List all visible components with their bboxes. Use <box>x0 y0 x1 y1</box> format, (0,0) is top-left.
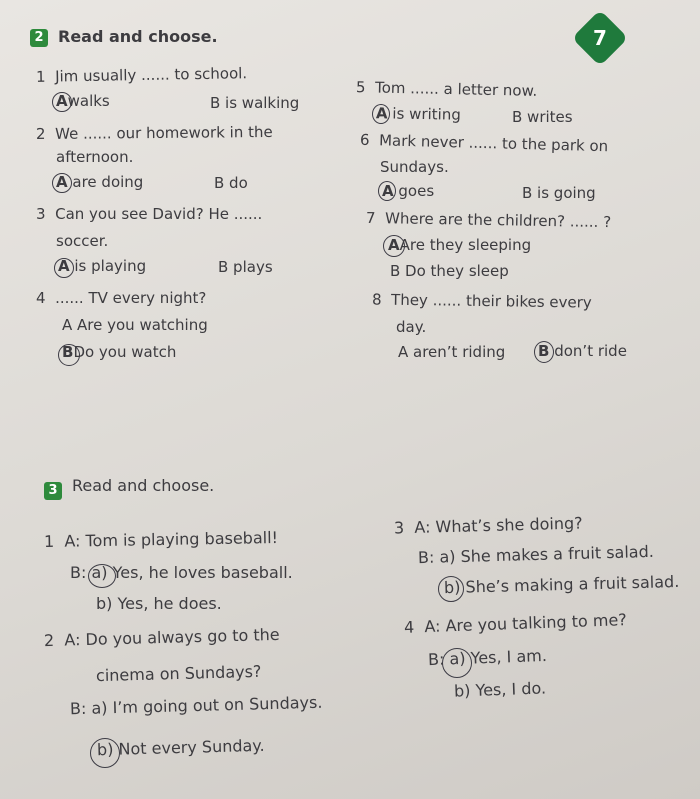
s2-item-6-question-cont: Sundays. <box>380 158 449 176</box>
s3-item-1-line-a: 1 A: Tom is playing baseball! <box>43 527 279 552</box>
s3-item-3-line-a: 3 A: What’s she doing? <box>393 513 583 538</box>
s2-item-2-question: 2 We ...... our homework in the <box>35 122 273 144</box>
s2-item-5-question: 5 Tom ...... a letter now. <box>355 78 538 100</box>
s2-item-6-option-b[interactable]: B is going <box>522 184 596 202</box>
s2-item-5-option-b[interactable]: B writes <box>512 108 573 126</box>
section-3-title: Read and choose. <box>72 476 215 495</box>
s3-item-1-option-b[interactable]: b) Yes, he does. <box>96 594 222 613</box>
s2-item-3-question: 3 Can you see David? He ...... <box>36 205 263 223</box>
s3-item-3-option-a[interactable]: B: a) She makes a fruit salad. <box>417 541 655 568</box>
s2-item-1-option-b[interactable]: B is walking <box>210 94 300 112</box>
s2-item-8-question: 8 They ...... their bikes every <box>371 290 592 312</box>
s3-item-1-line-b[interactable]: B: a) Yes, he loves baseball. <box>70 563 293 582</box>
s2-item-3-question-cont: soccer. <box>56 232 109 250</box>
s2-item-1-option-a[interactable]: Awalks <box>56 92 110 110</box>
s3-item-2-line-a-cont: cinema on Sundays? <box>95 661 262 686</box>
s3-item-3-option-b[interactable]: b) She’s making a fruit salad. <box>443 571 680 598</box>
s2-item-1-question: 1 Jim usually ...... to school. <box>35 64 248 86</box>
s2-item-8-option-a[interactable]: A aren’t riding <box>398 343 506 361</box>
s3-item-2-line-a: 2 A: Do you always go to the <box>43 624 280 651</box>
s2-item-6-option-a[interactable]: A goes <box>382 182 435 200</box>
s2-item-4-option-a[interactable]: A Are you watching <box>62 316 208 334</box>
page-number: 7 <box>593 26 607 50</box>
s2-item-3-option-a[interactable]: A is playing <box>58 257 147 275</box>
s3-item-4-line-b[interactable]: B: a) Yes, I am. <box>427 645 548 670</box>
s2-item-2-option-a[interactable]: A are doing <box>56 173 144 191</box>
s2-item-7-question: 7 Where are the children? ...... ? <box>365 208 612 232</box>
s3-item-4-option-b[interactable]: b) Yes, I do. <box>453 678 547 701</box>
section-2-title: Read and choose. <box>58 27 218 46</box>
s2-item-8-option-b[interactable]: B don’t ride <box>538 342 627 360</box>
s3-item-4-line-a: 4 A: Are you talking to me? <box>403 610 628 637</box>
s3-item-1-answer-circle <box>88 564 116 588</box>
s2-item-7-option-a[interactable]: AAre they sleeping <box>388 236 532 254</box>
s2-item-4-option-b[interactable]: BDo you watch <box>62 343 177 361</box>
s2-item-3-option-b[interactable]: B plays <box>218 258 273 276</box>
section-3-number: 3 <box>44 482 62 500</box>
show-through-watermark: ​ <box>297 10 303 92</box>
section-2-number: 2 <box>30 29 48 47</box>
s2-item-5-option-a[interactable]: A is writing <box>375 104 461 124</box>
s2-item-6-question: 6 Mark never ...... to the park on <box>359 130 609 156</box>
s2-item-8-question-cont: day. <box>396 318 427 336</box>
s2-item-2-question-cont: afternoon. <box>56 148 134 166</box>
s2-item-2-option-b[interactable]: B do <box>214 174 248 192</box>
s2-item-7-option-b[interactable]: B Do they sleep <box>390 262 509 280</box>
s2-item-4-question: 4 ...... TV every night? <box>36 289 207 307</box>
s3-item-2-option-a[interactable]: B: a) I’m going out on Sundays. <box>69 692 323 719</box>
s3-item-2-option-b[interactable]: b) Not every Sunday. <box>96 735 265 760</box>
